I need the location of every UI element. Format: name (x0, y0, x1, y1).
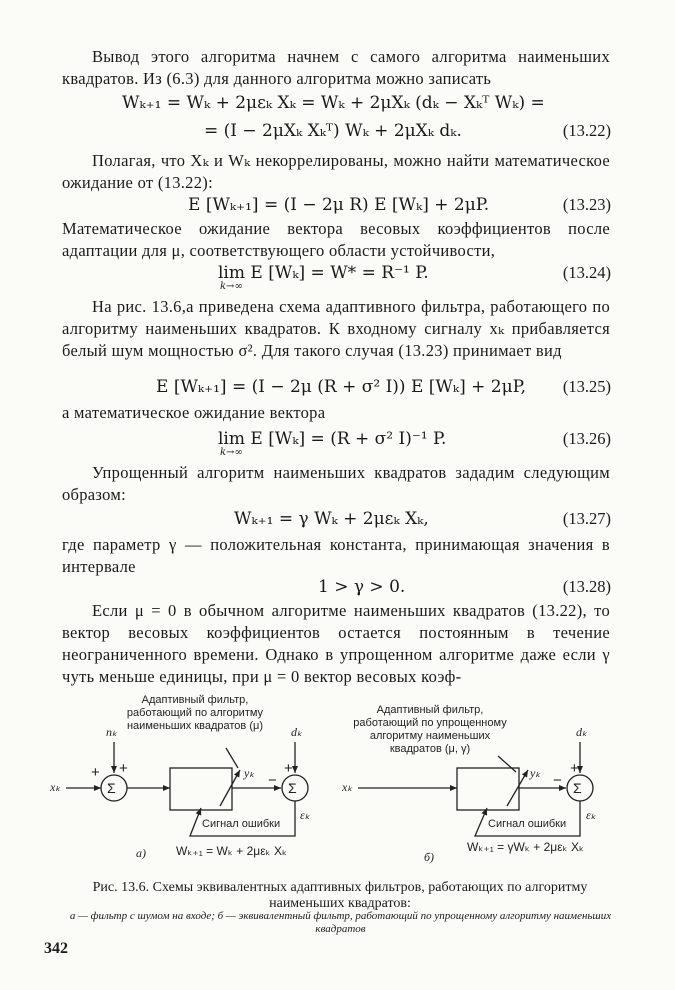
fig-b-input-label: xₖ (342, 780, 353, 794)
fig-b-output-label: yₖ (530, 766, 541, 780)
fig-b-sum-symbol: Σ (573, 780, 582, 796)
fig-b-title: Адаптивный фильтр, работающий по упрощенному алгоритму наименьших квадратов (μ, γ) (353, 704, 507, 755)
fig-b-error-label: Сигнал ошибки (488, 818, 567, 830)
page-number: 342 (44, 940, 68, 957)
equation-13-24: lim E [Wₖ] = W* = R⁻¹ P. (218, 263, 429, 283)
limit-subscript-13-26: k→∞ (220, 447, 243, 458)
equation-number-13-27: (13.27) (562, 509, 611, 528)
paragraph-2: Полагая, что Xₖ и Wₖ некоррелированы, можно найти математическое ожидание от (13.22): (62, 151, 610, 192)
equation-13-22-line1: Wₖ₊₁ = Wₖ + 2μεₖ Xₖ = Wₖ + 2μXₖ (dₖ − Xₖᵀ Wₖ) = (122, 93, 545, 113)
equation-number-13-24: (13.24) (562, 263, 611, 282)
fig-a-filter-block (170, 768, 232, 810)
figure-caption: Рис. 13.6. Схемы эквивалентных адаптивных фильтров, работающих по алгоритму наименьших квадратов: (92, 880, 588, 911)
fig-b-error-symbol: εₖ (586, 808, 596, 822)
equation-13-23: E [Wₖ₊₁] = (I − 2μ R) E [Wₖ] + 2μP. (188, 195, 490, 215)
fig-a-sum-1-symbol: Σ (107, 780, 116, 796)
equation-13-22-line2: = (I − 2μXₖ Xₖᵀ) Wₖ + 2μXₖ dₖ. (204, 121, 462, 141)
equation-number-13-23: (13.23) (562, 195, 611, 214)
paragraph-8: Если μ = 0 в обычном алгоритме наименьших квадратов (13.22), то вектор весовых коэффициентов остается постоянным в течение неограниченного времени. Однако в упрощенном алгоритме даже если γ чуть меньше единицы, при μ = 0 вектор весовых коэф- (62, 601, 610, 686)
fig-a-plus-1: + (91, 764, 100, 781)
fig-a-sum-2-symbol: Σ (288, 780, 297, 796)
fig-a-desired-label: dₖ (291, 725, 303, 739)
fig-a-plus-2: + (119, 760, 128, 777)
equation-13-26: lim E [Wₖ] = (R + σ² I)⁻¹ P. (218, 429, 447, 449)
fig-a-plus-3: + (284, 760, 293, 777)
paragraph-1: Вывод этого алгоритма начнем с самого алгоритма наименьших квадратов. Из (6.3) для данного алгоритма можно записать (62, 47, 610, 88)
fig-b-letter: б) (424, 850, 435, 864)
equation-number-13-28: (13.28) (562, 577, 611, 596)
fig-a-noise-label: nₖ (106, 725, 118, 739)
fig-b-label-arrow (498, 756, 516, 772)
paragraph-3: Математическое ожидание вектора весовых коэффициентов после адаптации для μ, соответствующего области устойчивости, (62, 219, 610, 260)
fig-b-formula: Wₖ₊₁ = γWₖ + 2μεₖ Xₖ (467, 840, 585, 854)
fig-a-error-symbol: εₖ (300, 808, 310, 822)
paragraph-7: где параметр γ — положительная константа, принимающая значения в интервале (62, 535, 610, 576)
fig-a-label-arrow (226, 748, 238, 768)
fig-a-letter: а) (136, 846, 146, 860)
equation-number-13-25: (13.25) (562, 377, 611, 396)
equation-13-28: 1 > γ > 0. (318, 577, 406, 597)
equation-13-25: E [Wₖ₊₁] = (I − 2μ (R + σ² I)) E [Wₖ] + 2μP, (156, 377, 527, 397)
fig-b-desired-label: dₖ (576, 725, 588, 739)
fig-b-filter-block (457, 768, 519, 810)
fig-b-plus: + (570, 760, 579, 777)
equation-number-13-26: (13.26) (562, 429, 611, 448)
fig-a-minus: − (268, 772, 277, 789)
fig-a-output-label: yₖ (244, 766, 255, 780)
fig-a-error-label: Сигнал ошибки (202, 818, 281, 830)
paragraph-6: Упрощенный алгоритм наименьших квадратов зададим следующим образом: (62, 463, 610, 504)
fig-a-input-label: xₖ (50, 780, 61, 794)
limit-subscript-13-24: k→∞ (220, 281, 243, 292)
paragraph-4: На рис. 13.6,а приведена схема адаптивного фильтра, работающего по алгоритму наименьших квадратов. К входному сигналу xₖ прибавляется белый шум мощностью σ². Для такого случая (13.23) принимает вид (62, 297, 610, 360)
paragraph-5: а математическое ожидание вектора (62, 403, 326, 422)
fig-a-title: Адаптивный фильтр, работающий по алгоритму наименьших квадратов (μ) (126, 694, 264, 732)
fig-a-formula: Wₖ₊₁ = Wₖ + 2μεₖ Xₖ (176, 844, 288, 858)
equation-13-27: Wₖ₊₁ = γ Wₖ + 2μεₖ Xₖ, (234, 509, 429, 529)
fig-b-minus: − (553, 772, 562, 789)
figure-legend: а — фильтр с шумом на входе; б — эквивалентный фильтр, работающий по упрощенному алгоритму наименьших квадратов (69, 910, 612, 935)
equation-number-13-22: (13.22) (562, 121, 611, 140)
